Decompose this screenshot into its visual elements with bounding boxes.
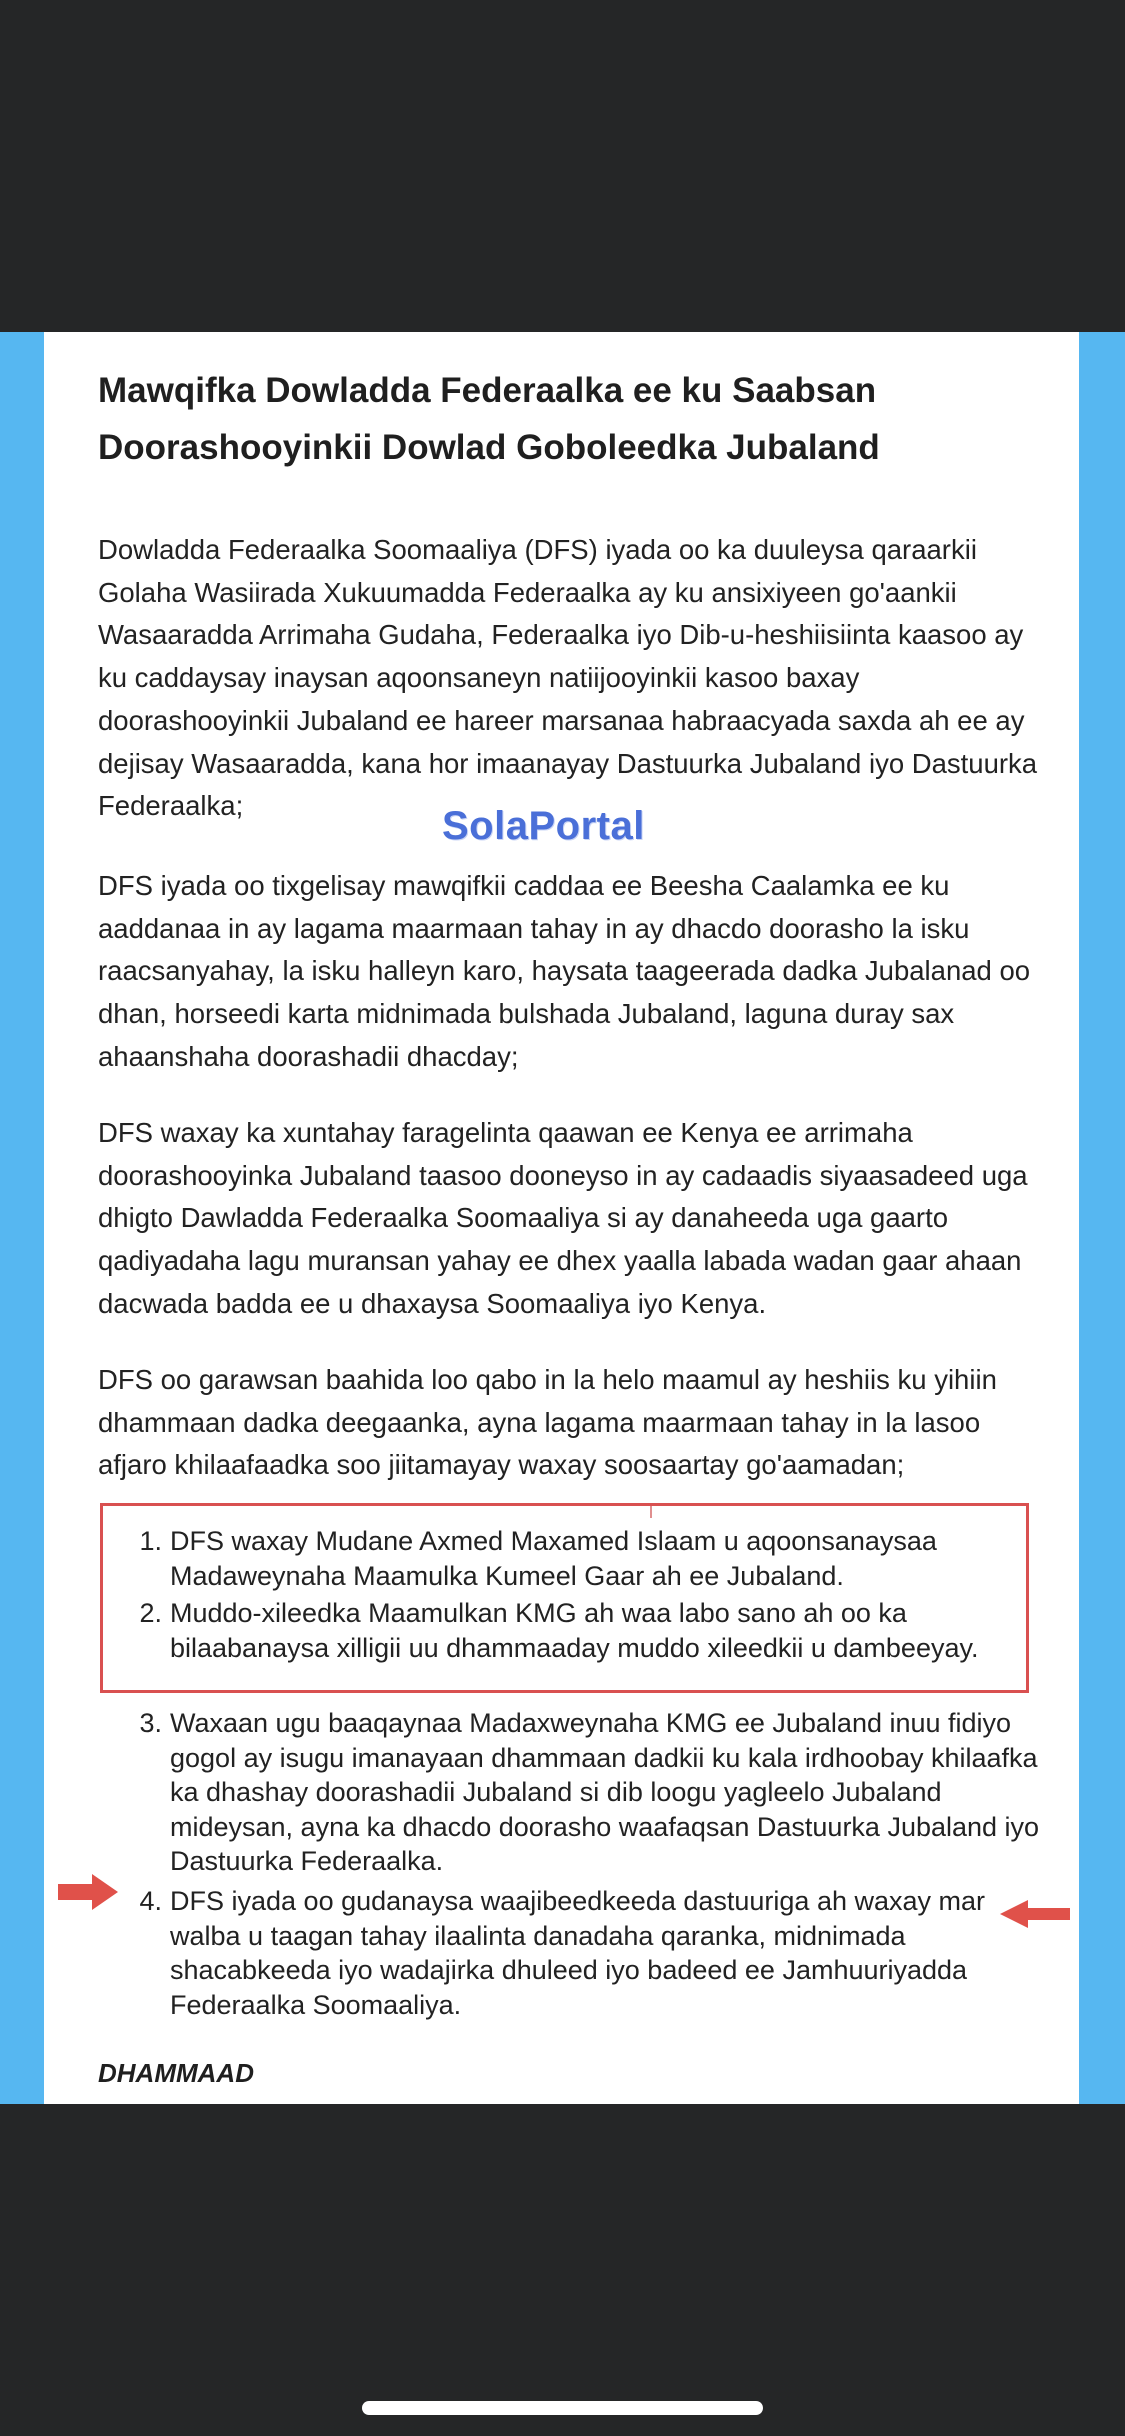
paragraph-1: Dowladda Federaalka Soomaaliya (DFS) iyada oo ka duuleysa qaraarkii Golaha Wasiirada Xukuumadda Federaalka ay ku ansixiyeen go'aankii Wasaaradda Arrimaha Gudaha, Federaalka iyo Dib-u-heshiisiinta kaasoo ay ku caddaysay inaysan aqoonsaneyn natiijooyinkii kasoo baxay doorashooyinkii Jubaland ee hareer marsanaa habraacyada saxda ah ee ay dejisay Wasaaradda, kana hor imaanayay Dastuurka Jubaland iyo Dastuurka Federaalka;: [98, 534, 1038, 822]
arrow-right-icon: [58, 1872, 120, 1912]
resolution-item: [98, 1884, 1058, 2022]
home-indicator[interactable]: [362, 2401, 763, 2415]
document-title: Mawqifka Dowladda Federaalka ee ku Saabsan Doorashooyinkii Dowlad Goboleedka Jubaland: [98, 371, 880, 467]
arrow-left-icon: [998, 1898, 1072, 1930]
resolution-text: Waxaan ugu baaqaynaa Madaxweynaha KMG ee Jubaland inuu fidiyo gogol ay isugu imanayaan dhammaan dadkii ku kala irdhoobay khilaafka ka dhashay doorashadii Jubaland si dib loogu yagleelo Jubaland mideysan, ayna ka dhacdo doorasho waafaqsan Dastuurka Jubaland iyo Dastuurka Federaalka.: [170, 1708, 1040, 1876]
paragraph-4: DFS oo garawsan baahida loo qabo in la helo maamul ay heshiis ku yihiin dhammaan dadka deegaanka, ayna lagama maarmaan tahay in la lasoo afjaro khilaafaadka soo jiitamayay waxay soosaartay go'aamadan;: [98, 1364, 997, 1481]
resolution-text: DFS iyada oo gudanaysa waajibeedkeeda dastuuriga ah waxay mar walba u taagan tahay ilaalinta danadaha qaranka, midnimada shacabkeeda iyo wadajirka dhuleed iyo badeed ee Jamhuuriyadda Federaalka Soomaaliya.: [170, 1886, 986, 2020]
resolution-text: DFS waxay Mudane Axmed Maxamed Islaam u aqoonsanaysaa Madaweynaha Maamulka Kumeel Gaar ah ee Jubaland.: [170, 1526, 937, 1591]
resolution-number: 2.: [139, 1598, 162, 1628]
top-dark-area: [0, 0, 1125, 332]
closing-text: DHAMMAAD: [98, 2058, 254, 2088]
paragraph-3: DFS waxay ka xuntahay faragelinta qaawan ee Kenya ee arrimaha doorashooyinka Jubaland taasoo dooneyso in ay cadaadis siyaasadeed uga dhigto Dawladda Federaalka Soomaaliya si ay danaheeda uga gaarto qadiyadaha lagu muransan yahay ee dhex yaalla labada wadan gaar ahaan dacwada badda ee u dhaxaysa Soomaaliya iyo Kenya.: [98, 1117, 1028, 1319]
watermark: SolaPortal: [442, 804, 645, 848]
resolution-number: 3.: [139, 1708, 162, 1738]
bottom-dark-area: [0, 2104, 1125, 2436]
highlight-tick: [650, 1506, 652, 1518]
resolution-number: 1.: [139, 1526, 162, 1556]
resolution-item: [98, 1524, 1058, 1593]
resolution-text: Muddo-xileedka Maamulkan KMG ah waa labo sano ah oo ka bilaabanaysa xilligii uu dhammaaday muddo xileedkii u dambeeyay.: [170, 1598, 979, 1663]
document-page: [44, 332, 1079, 2104]
paragraph-2: DFS iyada oo tixgelisay mawqifkii caddaa ee Beesha Caalamka ee ku aaddanaa in ay lagama maarmaan tahay in ay dhacdo doorasho la isku raacsanyahay, la isku halleyn karo, haysata taageerada dadka Jubalanad oo dhan, horseedi karta midnimada bulshada Jubaland, laguna duray sax ahaanshaha doorashadii dhacday;: [98, 870, 1031, 1072]
resolution-item: [98, 1706, 1058, 1879]
resolution-item: [98, 1596, 1058, 1665]
document-image-frame: [0, 332, 1125, 2104]
resolution-number: 4.: [139, 1886, 162, 1916]
